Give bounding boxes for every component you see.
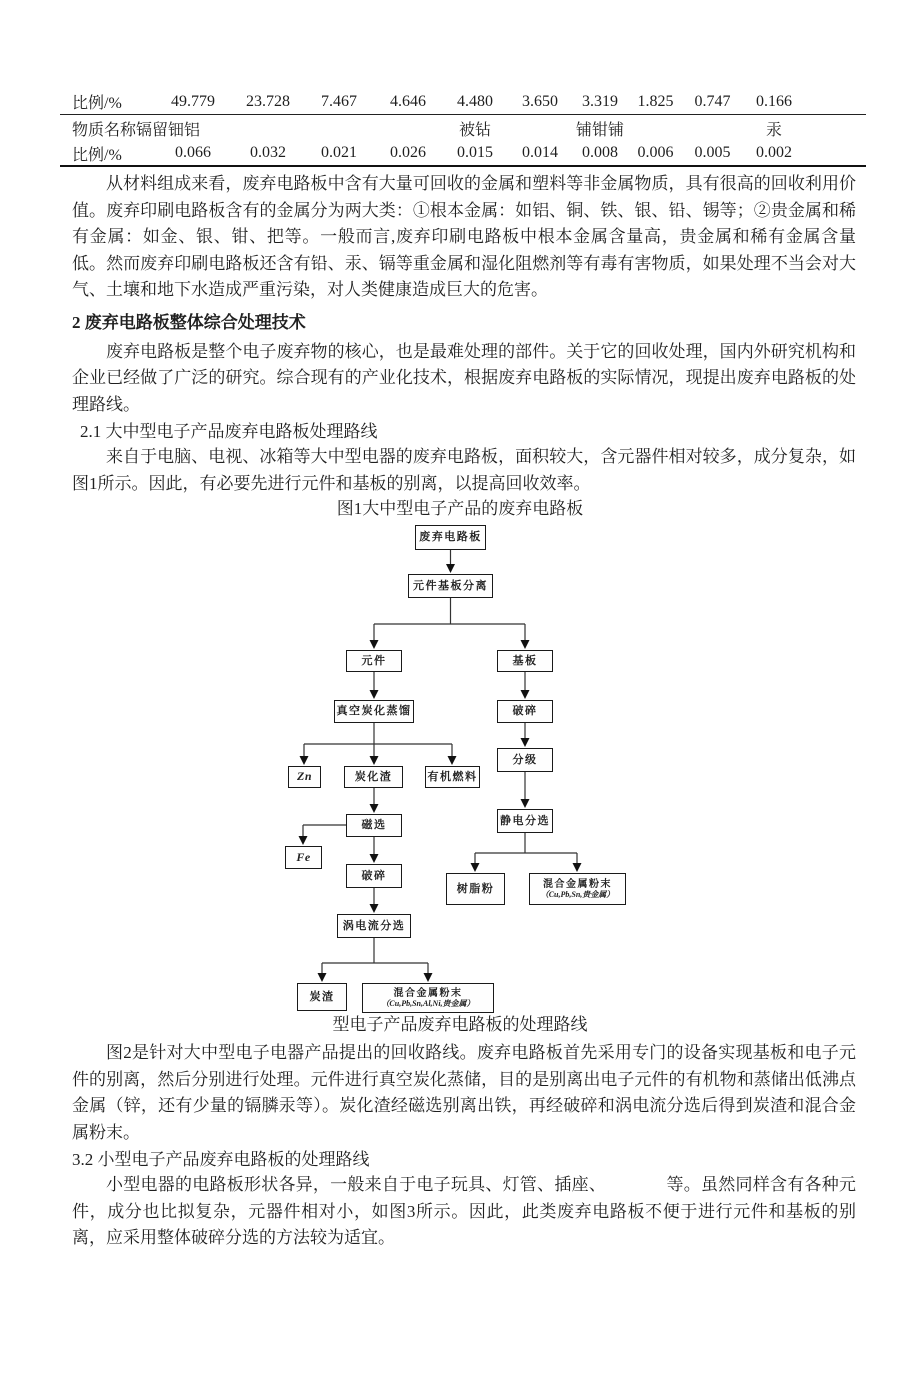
table-cell: 0.021 xyxy=(321,144,357,161)
table-cell: 4.480 xyxy=(457,92,493,110)
flow-node-organic-fuel: 有机燃料 xyxy=(425,766,480,788)
table-cell: 49.779 xyxy=(171,92,215,110)
figure2-caption-partial: 型电子产品废弃电路板的处理路线 xyxy=(332,1015,588,1034)
table-cell: 0.005 xyxy=(694,144,731,161)
table-row xyxy=(60,89,866,115)
table-row xyxy=(60,141,866,167)
paragraph-large-medium-boards: 来自于电脑、电视、冰箱等大中型电器的废弃电路板，面积较大，含元器件相对较多，成分复杂，如图1所示。因此，有必要先进行元件和基板的别离，以提高回收效率。 xyxy=(72,447,856,493)
table-cell: 0.747 xyxy=(694,92,731,110)
section-heading-2-1: 2.1 大中型电子产品废弃电路板处理路线 xyxy=(80,422,378,441)
flow-node-iron xyxy=(285,846,322,869)
table-cell: 铺钳铺 xyxy=(575,121,624,139)
table-cell: 0.014 xyxy=(522,144,558,161)
flowchart-figure xyxy=(280,521,630,1013)
figure1-caption: 图1大中型电子产品的废弃电路板 xyxy=(336,499,584,518)
flow-node-waste-board: 废弃电路板 xyxy=(415,525,486,550)
table-cell: 比例/% xyxy=(72,146,122,164)
section-heading-3-2: 3.2 小型电子产品废弃电路板的处理路线 xyxy=(72,1150,370,1169)
mixed-metal-2-detail: （Cu,Pb,Sn,Al,Ni,贵金属） xyxy=(381,998,475,1008)
flow-node-separation: 元件基板分离 xyxy=(408,574,493,598)
table-cell: 汞 xyxy=(765,121,782,139)
table-cell: 0.002 xyxy=(756,144,792,161)
flow-node-mixed-metal-1 xyxy=(529,873,626,905)
page xyxy=(0,89,920,1390)
table-row xyxy=(60,115,866,141)
table-cell: 23.728 xyxy=(246,92,290,110)
table-cell: 4.646 xyxy=(390,92,426,110)
flow-node-vacuum-distill: 真空炭化蒸馏 xyxy=(334,700,414,723)
table-cell: 0.026 xyxy=(390,144,426,161)
flow-node-substrate: 基板 xyxy=(497,650,553,672)
table-cell: 7.467 xyxy=(321,92,357,110)
flow-node-components: 元件 xyxy=(346,650,402,672)
table-cell: 比例/% xyxy=(72,95,122,112)
zinc-symbol: Zn xyxy=(296,769,312,784)
flow-node-grading: 分级 xyxy=(497,748,553,772)
table-cell: 0.006 xyxy=(637,144,674,161)
table-cell: 1.825 xyxy=(637,92,674,110)
flow-node-eddy-current: 涡电流分选 xyxy=(337,914,411,938)
flow-node-crushing-1: 破碎 xyxy=(497,700,553,723)
flow-node-crushing-2: 破碎 xyxy=(346,864,402,888)
flow-node-char-residue: 炭化渣 xyxy=(344,766,403,788)
flow-node-slag: 炭渣 xyxy=(297,983,347,1011)
flow-node-mixed-metal-2 xyxy=(362,983,494,1013)
section-heading-2: 2 废弃电路板整体综合处理技术 xyxy=(72,312,306,332)
paragraph-material-composition: 从材料组成来看，废弃电路板中含有大量可回收的金属和塑料等非金属物质，具有很高的回收利用价值。废弃印刷电路板含有的金属分为两大类：①根本金属：如铝、铜、铁、银、铅、锡等；②贵金属和稀有金属：如金、银、钳、把等。一般而言,废弃印刷电路板中根本金属含量高，贵金属和稀有金属含量低。然而废弃印刷电路板还含有铅、汞、镉等重金属和湿化阻燃剂等有毒有害物质，如果处理不当会对大气、土壤和地下水造成严重污染，对人类健康造成巨大的危害。 xyxy=(72,174,856,299)
paragraph-figure2-route: 图2是针对大中型电子电器产品提出的回收路线。废弃电路板首先采用专门的设备实现基板和电子元件的别离，然后分别进行处理。元件进行真空炭化蒸储，目的是别离出电子元件的有机物和蒸储出低沸点金属（锌，还有少量的镉膦汞等）。炭化渣经磁选别离出铁，再经破碎和涡电流分选后得到炭渣和混合金属粉末。 xyxy=(72,1043,856,1142)
table-cell: 被钻 xyxy=(458,121,491,139)
flow-node-resin-powder: 树脂粉 xyxy=(446,873,505,905)
table-cell: 3.650 xyxy=(522,92,558,110)
table-cell: 0.066 xyxy=(175,144,211,161)
flow-node-zinc xyxy=(288,766,321,788)
paragraph-overview: 废弃电路板是整个电子废弃物的核心，也是最难处理的部件。关于它的回收处理，国内外研究机构和企业已经做了广泛的研究。综合现有的产业化技术，根据废弃电路板的实际情况，现提出废弃电路板的处理路线。 xyxy=(72,341,856,414)
paragraph-small-boards: 小型电器的电路板形状各异，一般来自于电子玩具、灯管、插座、 等。虽然同样含有各种元件，成分也比拟复杂，元器件相对小，如图3所示。因此，此类废弃电路板不便于进行元件和基板的别离，应采用整体破碎分选的方法较为适宜。 xyxy=(72,1175,856,1247)
table-cell: 3.319 xyxy=(582,92,618,110)
table-cell: 0.032 xyxy=(250,144,286,161)
iron-symbol: Fe xyxy=(296,849,311,864)
flow-node-electrostatic: 静电分选 xyxy=(497,809,553,833)
mixed-metal-1-detail: （Cu,Pb,Sn,贵金属） xyxy=(540,889,615,899)
flow-node-magnetic: 磁选 xyxy=(346,814,402,837)
table-cell: 0.015 xyxy=(457,144,493,161)
material-proportion-table xyxy=(60,89,866,167)
mixed-metal-1-title: 混合金属粉末 xyxy=(543,878,612,890)
mixed-metal-2-title: 混合金属粉末 xyxy=(393,987,463,999)
table-cell: 0.166 xyxy=(756,92,792,110)
table-cell: 0.008 xyxy=(582,144,618,161)
table-cell: 物质名称镉留钿铝 xyxy=(72,121,201,139)
